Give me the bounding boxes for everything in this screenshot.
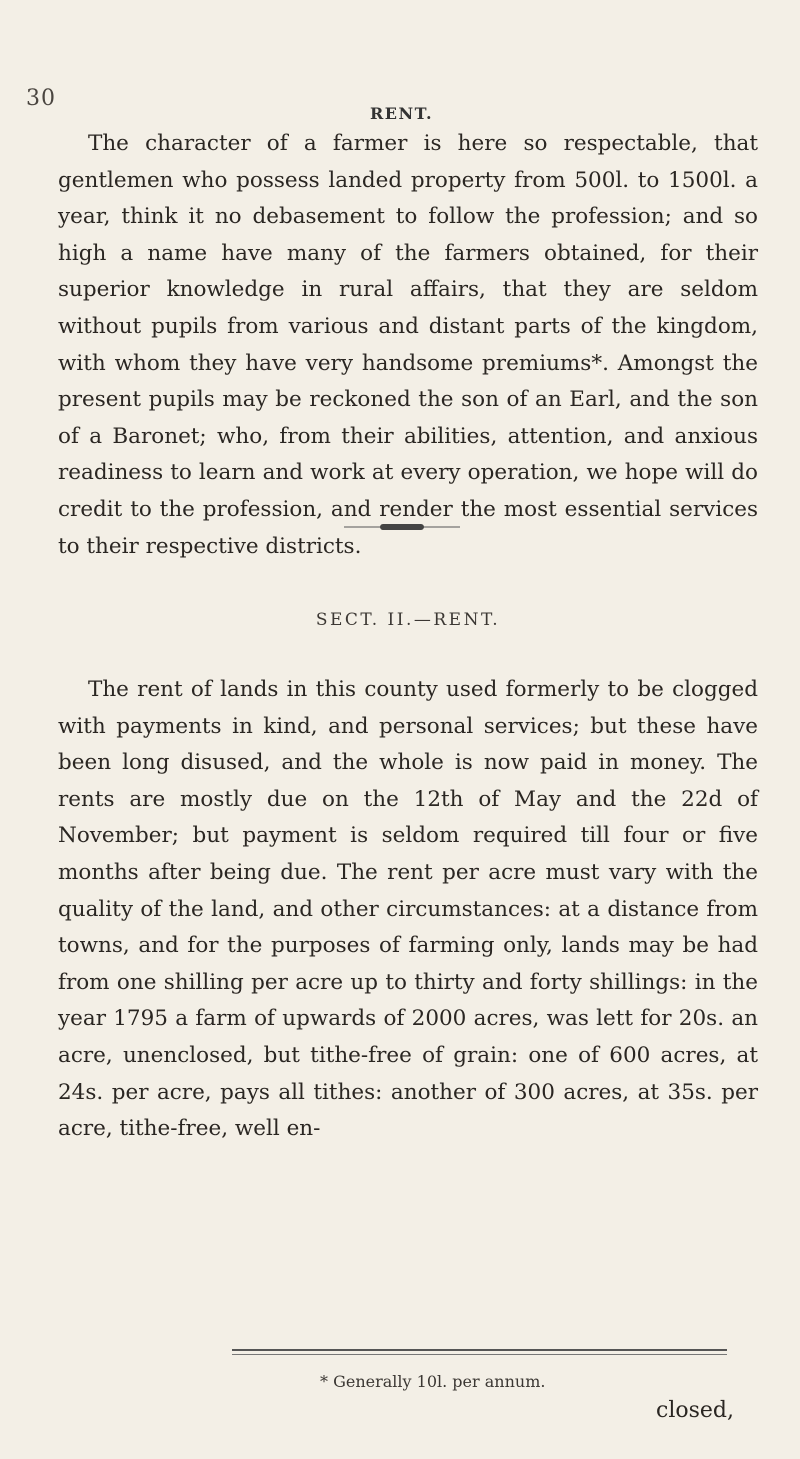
footnote-rule-thin	[232, 1354, 727, 1355]
paragraph-farmer-character: The character of a farmer is here so respectable, that gentlemen who possess landed property from 500l. to 1500l. a year, think it no debasement to follow the profession; and so high a name have many of the farmers obtained, for their superior knowledge in rural affairs, that they are seldom without pupils from various and distant parts of the kingdom, with whom they have very handsome premiums*. Amongst the present pupils may be reckoned the son of an Earl, and the son of a Baronet; who, from their abilities, attention, and anxious readiness to learn and work at every operation, we hope will do credit to the profession, and render the most essential services to their respective districts.	[58, 131, 758, 559]
paragraph-rent: The rent of lands in this county used formerly to be clogged with payments in kind, and personal services; but these have been long disused, and the whole is now paid in money. The rents are mostly due on the 12th of May and the 22d of November; but payment is seldom required till four or five months after being due. The rent per acre must vary with the quality of the land, and other circumstances: at a distance from towns, and for the purposes of farming only, lands may be had from one shilling per acre up to thirty and forty shillings: in the year 1795 a farm of upwards of 2000 acres, was lett for 20s. an acre, unenclosed, but tithe-free of grain: one of 600 acres, at 24s. per acre, pays all tithes: another of 300 acres, at 35s. per acre, tithe-free, well en-	[58, 677, 758, 1142]
footnote-rule	[232, 1349, 727, 1351]
section-ornament	[344, 522, 460, 532]
page-number: 30	[26, 86, 56, 111]
footnote: * Generally 10l. per annum.	[320, 1372, 546, 1391]
catchword: closed,	[656, 1398, 734, 1423]
section-heading: SECT. II.—RENT.	[315, 610, 501, 630]
running-head: RENT.	[370, 104, 434, 123]
